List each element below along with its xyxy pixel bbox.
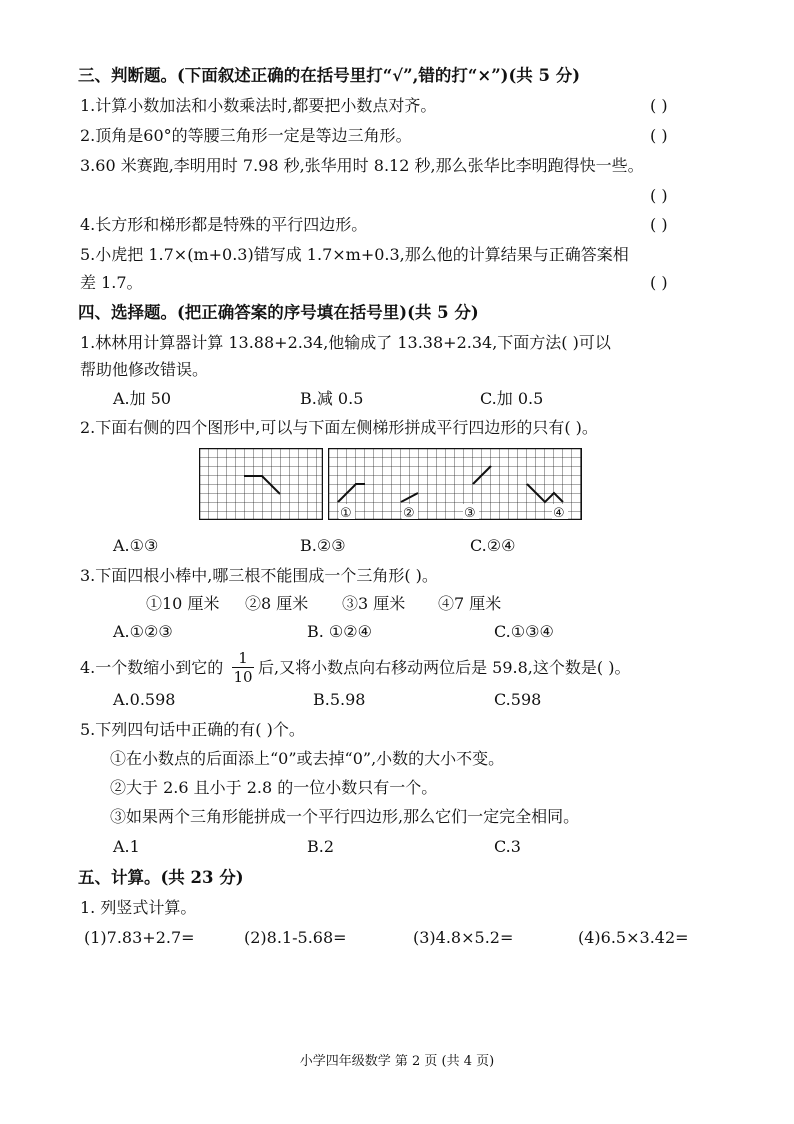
q5-option-c[interactable]: C.3 bbox=[494, 837, 521, 856]
answer-paren-3[interactable]: ( ) bbox=[650, 186, 668, 205]
q1-option-c[interactable]: C.加 0.5 bbox=[480, 389, 544, 408]
sec3-item-2: 2.顶角是60°的等腰三角形一定是等边三角形。 bbox=[80, 126, 412, 145]
q5-text: 5.下列四句话中正确的有( )个。 bbox=[80, 720, 305, 739]
figure-label-3: ③ bbox=[464, 506, 476, 520]
calc-problem-3: (3)4.8×5.2= bbox=[413, 928, 514, 947]
sec3-item-3: 3.60 米赛跑,李明用时 7.98 秒,张华用时 8.12 秒,那么张华比李明跑得快一些。 bbox=[80, 156, 644, 175]
calc-problem-1: (1)7.83+2.7= bbox=[84, 928, 195, 947]
q3-option-c[interactable]: C.①③④ bbox=[494, 622, 554, 641]
q4-option-c[interactable]: C.598 bbox=[494, 690, 542, 709]
q4-option-b[interactable]: B.5.98 bbox=[313, 690, 366, 709]
fraction-denominator: 10 bbox=[233, 668, 253, 686]
figure-label-1: ① bbox=[340, 506, 352, 520]
q1-text-a: 1.林林用计算器计算 13.88+2.34,他输成了 13.38+2.34,下面方法( )可以 bbox=[80, 333, 611, 352]
figure-label-2: ② bbox=[403, 506, 415, 520]
calc-problem-4: (4)6.5×3.42= bbox=[578, 928, 689, 947]
q5-statement-2: ②大于 2.6 且小于 2.8 的一位小数只有一个。 bbox=[110, 778, 438, 797]
q1-option-b[interactable]: B.减 0.5 bbox=[300, 389, 364, 408]
section5-title: 五、计算。(共 23 分) bbox=[78, 868, 244, 887]
q3-text: 3.下面四根小棒中,哪三根不能围成一个三角形( )。 bbox=[80, 566, 438, 585]
trapezoid-grid bbox=[199, 448, 323, 520]
figure-label-4: ④ bbox=[553, 506, 565, 520]
q3-option-b[interactable]: B. ①②④ bbox=[307, 622, 372, 641]
q2-option-c[interactable]: C.②④ bbox=[470, 536, 516, 555]
q1-text-b: 帮助他修改错误。 bbox=[80, 360, 209, 379]
sec3-item-1: 1.计算小数加法和小数乘法时,都要把小数点对齐。 bbox=[80, 96, 437, 115]
q5-option-a[interactable]: A.1 bbox=[113, 837, 140, 856]
sec3-item-4: 4.长方形和梯形都是特殊的平行四边形。 bbox=[80, 215, 368, 234]
section4-title: 四、选择题。(把正确答案的序号填在括号里)(共 5 分) bbox=[78, 303, 479, 322]
sec3-item-5b: 差 1.7。 bbox=[80, 273, 143, 292]
page-footer: 小学四年级数学 第 2 页 (共 4 页) bbox=[299, 1054, 495, 1069]
q2-option-a[interactable]: A.①③ bbox=[113, 536, 159, 555]
q4-text-pre: 4.一个数缩小到它的 bbox=[80, 658, 224, 677]
answer-paren-2[interactable]: ( ) bbox=[650, 126, 668, 145]
q5-statement-1: ①在小数点的后面添上“0”或去掉“0”,小数的大小不变。 bbox=[110, 749, 505, 768]
q4-text-post: 后,又将小数点向右移动两位后是 59.8,这个数是( )。 bbox=[258, 658, 631, 677]
calc-q1-text: 1. 列竖式计算。 bbox=[80, 898, 197, 917]
stick-1: ①10 厘米 bbox=[146, 594, 220, 613]
fraction-numerator: 1 bbox=[238, 649, 248, 667]
answer-paren-5[interactable]: ( ) bbox=[650, 273, 668, 292]
stick-3: ③3 厘米 bbox=[342, 594, 406, 613]
q1-option-a[interactable]: A.加 50 bbox=[113, 389, 172, 408]
q4-option-a[interactable]: A.0.598 bbox=[113, 690, 176, 709]
stick-4: ④7 厘米 bbox=[438, 594, 502, 613]
q3-option-a[interactable]: A.①②③ bbox=[113, 622, 173, 641]
calc-problem-2: (2)8.1-5.68= bbox=[244, 928, 347, 947]
sec3-item-5a: 5.小虎把 1.7×(m+0.3)错写成 1.7×m+0.3,那么他的计算结果与正确答案相 bbox=[80, 245, 629, 264]
q2-text: 2.下面右侧的四个图形中,可以与下面左侧梯形拼成平行四边形的只有( )。 bbox=[80, 418, 598, 437]
q2-option-b[interactable]: B.②③ bbox=[300, 536, 346, 555]
options-grid bbox=[328, 448, 582, 520]
q5-statement-3: ③如果两个三角形能拼成一个平行四边形,那么它们一定完全相同。 bbox=[110, 807, 580, 826]
answer-paren-1[interactable]: ( ) bbox=[650, 96, 668, 115]
answer-paren-4[interactable]: ( ) bbox=[650, 215, 668, 234]
section3-title: 三、判断题。(下面叙述正确的在括号里打“√”,错的打“×”)(共 5 分) bbox=[78, 66, 581, 85]
stick-2: ②8 厘米 bbox=[245, 594, 309, 613]
q5-option-b[interactable]: B.2 bbox=[307, 837, 335, 856]
fraction-one-tenth bbox=[232, 650, 254, 685]
